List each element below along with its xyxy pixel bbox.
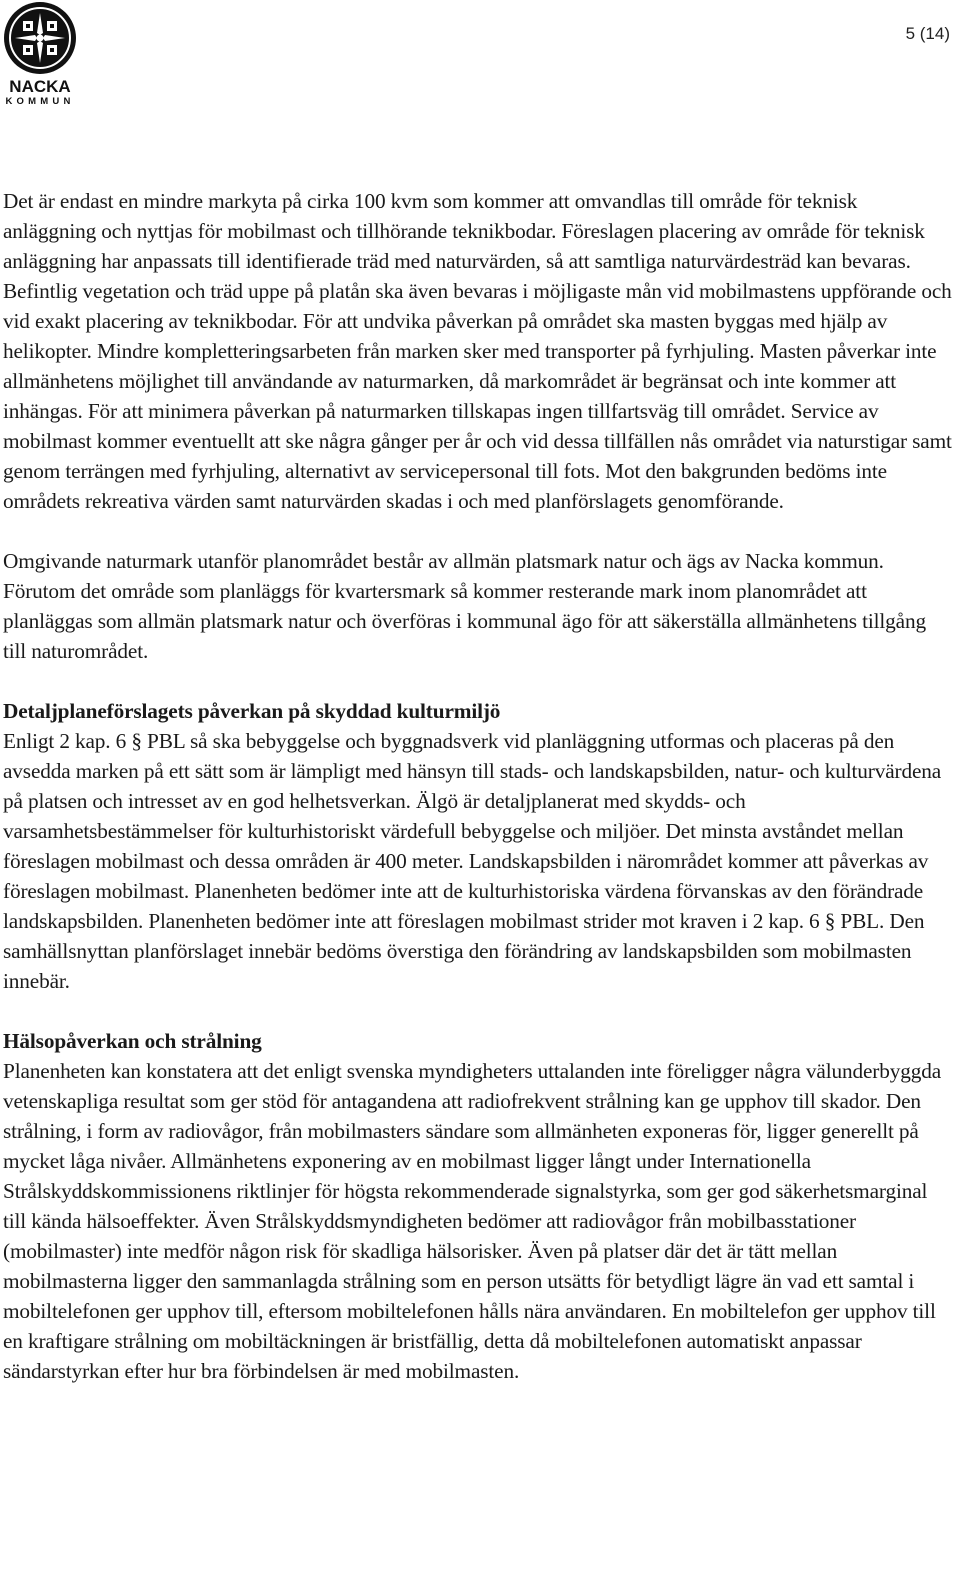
page-number: 5 (14)	[905, 24, 950, 43]
nacka-kommun-logo	[2, 0, 78, 112]
paragraph-surrounding-nature: Omgivande naturmark utanför planområdet består av allmän platsmark natur och ägs av Nacka kommun. Förutom det område som planläggs för kvartersmark så kommer resterande mark inom planområdet att planläggas som allmän platsmark natur och överföras i kommunal ägo för att säkerställa allmänhetens tillgång till naturområdet.	[3, 549, 926, 663]
paragraph-spacer	[3, 516, 953, 546]
logo-name: NACKA	[9, 77, 71, 96]
heading-health-radiation: Hälsopåverkan och strålning	[3, 1029, 262, 1053]
paragraph-land-use: Det är endast en mindre markyta på cirka 100 kvm som kommer att omvandlas till område för teknisk anläggning och nyttjas för mobilmast och tillhörande teknikbodar. Föreslagen placering av område för teknisk anläggning har anpassats till identifierade träd med naturvärden, så att samtliga naturvärdesträd kan bevaras. Befintlig vegetation och träd uppe på platån ska även bevaras i möjligaste mån vid mobilmastens uppförande och vid exakt placering av teknikbodar. För att undvika påverkan på området ska masten byggas med hjälp av helikopter. Mindre kompletteringsarbeten från marken sker med transporter på fyrhjuling. Masten påverkar inte allmänhetens möjlighet till användande av naturmarken, då markområdet är begränsat och inte kommer att inhängas. För att minimera påverkan på naturmarken tillskapas ingen tillfartsväg till området. Service av mobilmast kommer eventuellt att ske några gånger per år och vid dessa tillfällen nås området via naturstigar samt genom terrängen med fyrhjuling, alternativt av servicepersonal till fots. Mot den bakgrunden bedöms inte områdets rekreativa värden samt naturvärden skadas i och med planförslagets genomförande.	[3, 189, 952, 513]
paragraph-health-radiation: Planenheten kan konstatera att det enligt svenska myndigheters uttalanden inte föreligger några välunderbyggda vetenskapliga resultat som ger stöd för antagandena att radiofrekvent strålning kan ge upphov till skador. Den strålning, i form av radiovågor, från mobilmasters sändare som allmänheten exponeras för, ligger generellt på mycket låga nivåer. Allmänhetens exponering av en mobilmast ligger långt under Internationella Strålskyddskommissionens riktlinjer för högsta rekommenderade signalstyrka, som ger god säkerhetsmarginal till kända hälsoeffekter. Även Strålskyddsmyndigheten bedömer att radiovågor från mobilbasstationer (mobilmaster) inte medför någon risk för skadliga hälsorisker. Även på platser där det är tätt mellan mobilmasterna ligger den sammanlagda strålning som en person utsätts för betydligt lägre än vad ett samtal i mobiltelefonen ger upphov till, eftersom mobiltelefonen hålls nära användaren. En mobiltelefon ger upphov till en kraftigare strålning om mobiltäckningen är bristfällig, detta då mobiltelefonen automatiskt anpassar sändarstyrkan efter hur bra förbindelsen är med mobilmasten.	[3, 1059, 941, 1383]
paragraph-spacer	[3, 996, 953, 1026]
document-body	[3, 186, 953, 1386]
paragraph-cultural-environment: Enligt 2 kap. 6 § PBL så ska bebyggelse och byggnadsverk vid planläggning utformas och placeras på den avsedda marken på ett sätt som är lämpligt med hänsyn till stads- och landskapsbilden, natur- och kulturvärdena på platsen och intresset av en god helhetsverkan. Älgö är detaljplanerat med skydds- och varsamhetsbestämmelser för kulturhistoriskt värdefull bebyggelse och miljöer. Det minsta avståndet mellan föreslagen mobilmast och dessa områden är 400 meter. Landskapsbilden i närområdet kommer att påverkas av föreslagen mobilmast. Planenheten bedömer inte att de kulturhistoriska värdena förvanskas av den förändrade landskapsbilden. Planenheten bedömer inte att föreslagen mobilmast strider mot kraven i 2 kap. 6 § PBL. Den samhällsnyttan planförslaget innebär bedöms överstiga den förändring av landskapsbilden som mobilmasten innebär.	[3, 729, 942, 993]
heading-cultural-environment: Detaljplaneförslagets påverkan på skyddad kulturmiljö	[3, 699, 501, 723]
paragraph-spacer	[3, 666, 953, 696]
nacka-emblem-icon	[2, 0, 78, 76]
logo-subtitle: KOMMUN	[5, 96, 75, 107]
